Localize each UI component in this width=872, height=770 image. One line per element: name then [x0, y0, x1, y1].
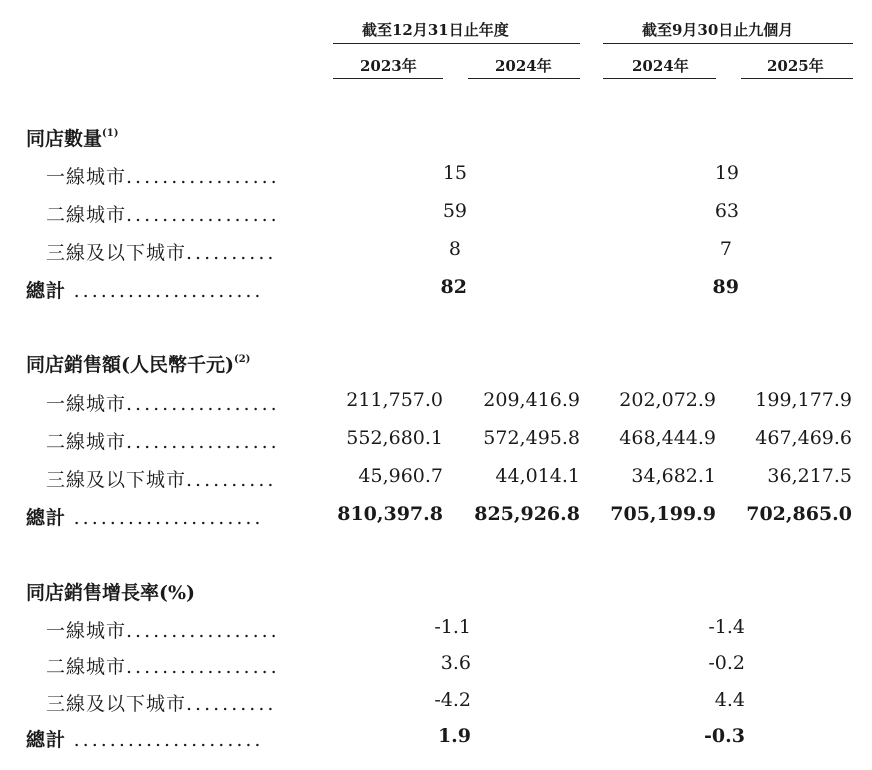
cell-value: 15 [442, 162, 467, 184]
section-title-store-count: 同店數量$^{(1)}$ [26, 127, 119, 150]
cell-value: 4.4 [714, 689, 745, 711]
col-header-2024b: 2024年 [632, 57, 689, 75]
cell-value: 36,217.5 [767, 465, 852, 487]
section-title-growth: 同店銷售增長率(%) [26, 582, 196, 604]
cell-value: 468,444.9 [619, 427, 716, 449]
row-label-total: 總計 ..................... [26, 729, 264, 751]
cell-value: -4.2 [434, 689, 471, 711]
cell-value: 59 [442, 200, 467, 222]
row-label: 三線及以下城市.......... [46, 469, 277, 491]
cell-value-total: 705,199.9 [610, 503, 716, 525]
row-label: 二線城市................. [46, 656, 280, 678]
row-label: 一線城市................. [46, 393, 280, 415]
cell-value: 467,469.6 [755, 427, 852, 449]
row-label: 二線城市................. [46, 204, 280, 226]
col-header-2023: 2023年 [360, 57, 417, 75]
col-rule-2023 [333, 78, 443, 79]
header-group-nine-months: 截至9月30日止九個月 [642, 21, 794, 39]
cell-value: 572,495.8 [483, 427, 580, 449]
section-title-sales: 同店銷售額(人民幣千元)$^{(2)}$ [26, 353, 251, 376]
cell-value: -1.4 [708, 616, 745, 638]
cell-value: 63 [714, 200, 739, 222]
col-header-2025: 2025年 [767, 57, 824, 75]
cell-value: 209,416.9 [483, 389, 580, 411]
cell-value: 8 [448, 238, 461, 260]
cell-value-total: 89 [712, 276, 739, 298]
cell-value-total: 82 [440, 276, 467, 298]
row-label: 一線城市................. [46, 620, 280, 642]
cell-value-total: -0.3 [704, 725, 745, 747]
cell-value: -1.1 [434, 616, 471, 638]
cell-value: 19 [714, 162, 739, 184]
cell-value: 202,072.9 [619, 389, 716, 411]
header-rule-nine-months [603, 43, 853, 44]
cell-value-total: 825,926.8 [474, 503, 580, 525]
col-rule-2025 [741, 78, 853, 79]
row-label-total: 總計 ..................... [26, 280, 264, 302]
col-rule-2024a [468, 78, 580, 79]
cell-value-total: 702,865.0 [746, 503, 852, 525]
cell-value: 211,757.0 [346, 389, 443, 411]
row-label-total: 總計 ..................... [26, 507, 264, 529]
row-label: 三線及以下城市.......... [46, 242, 277, 264]
col-header-2024a: 2024年 [495, 57, 552, 75]
header-group-year: 截至12月31日止年度 [362, 21, 509, 39]
col-rule-2024b [603, 78, 716, 79]
row-label: 三線及以下城市.......... [46, 693, 277, 715]
cell-value: -0.2 [708, 652, 745, 674]
cell-value-total: 810,397.8 [337, 503, 443, 525]
cell-value: 34,682.1 [631, 465, 716, 487]
cell-value-total: 1.9 [437, 725, 471, 747]
cell-value: 45,960.7 [358, 465, 443, 487]
cell-value: 44,014.1 [495, 465, 580, 487]
header-rule-year [333, 43, 580, 44]
cell-value: 199,177.9 [755, 389, 852, 411]
cell-value: 3.6 [440, 652, 471, 674]
cell-value: 7 [719, 238, 732, 260]
cell-value: 552,680.1 [346, 427, 443, 449]
row-label: 一線城市................. [46, 166, 280, 188]
row-label: 二線城市................. [46, 431, 280, 453]
